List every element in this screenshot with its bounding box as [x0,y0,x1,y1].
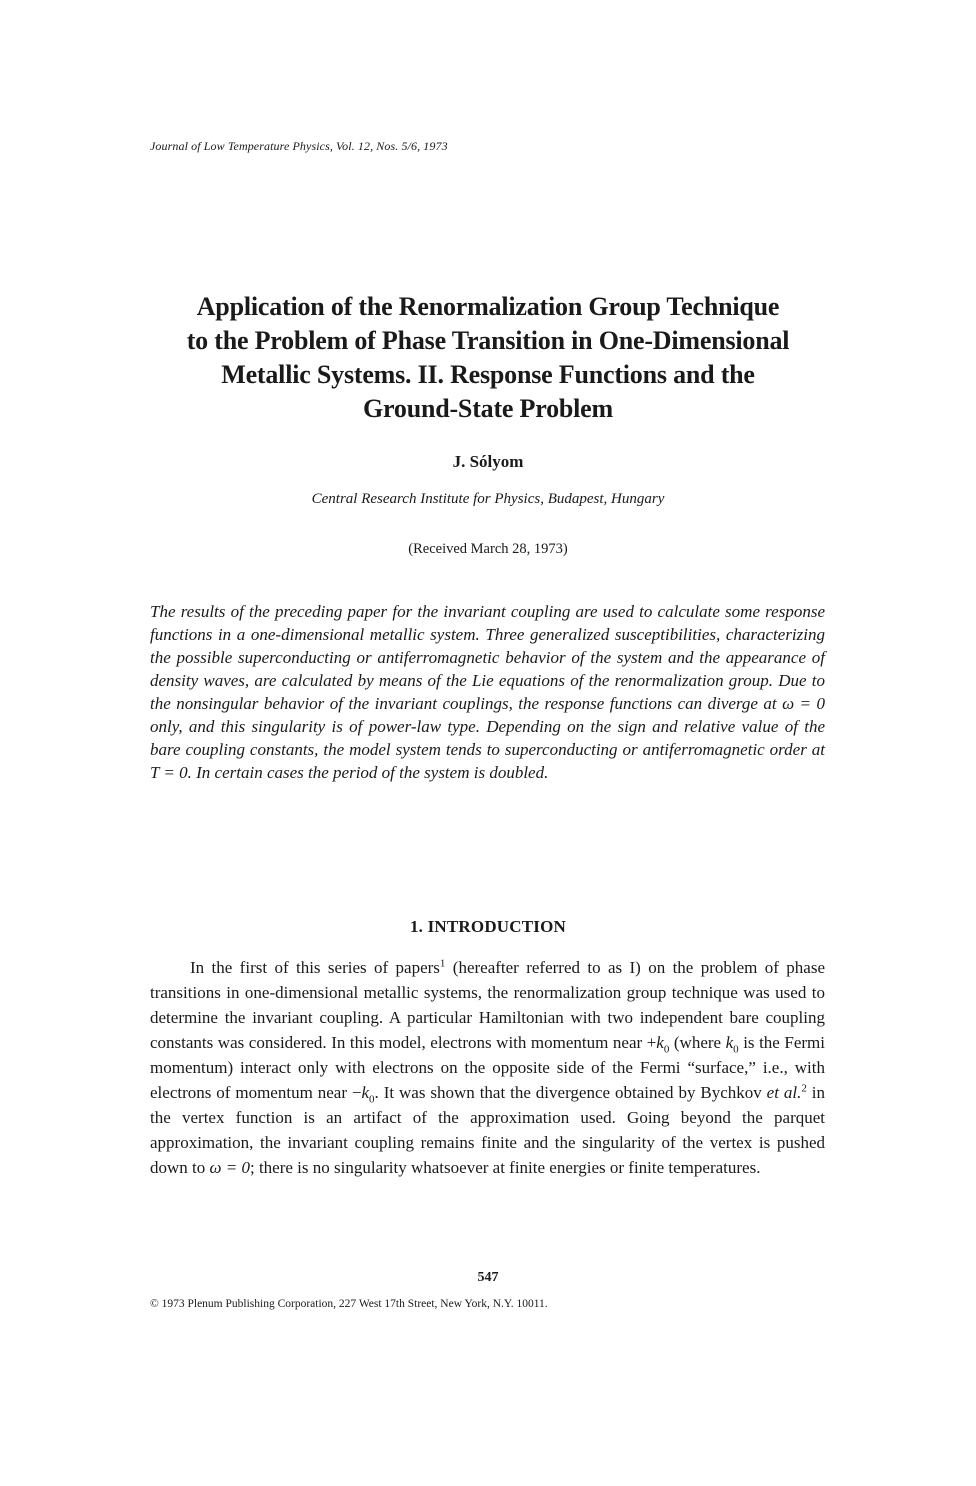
abstract-text: only, and this singularity is of power-law type. Depending on the sign and relative value of the bare coupling constants, the model system tends to superconducting or antiferromagnetic order at [150,717,825,759]
paper-title [120,290,856,426]
body-text: is the Fermi momentum) interact only with electrons on the opposite side of the Fermi “surface,” i.e., with electrons of momentum near [150,1033,825,1102]
title-line: Ground-State Problem [363,394,613,423]
abstract [150,600,825,784]
math-symbol: k [361,1083,370,1102]
introduction-paragraph [150,955,825,1180]
math-sign: − [351,1083,362,1102]
math-sign: + [646,1033,657,1052]
received-date: (Received March 28, 1973) [408,541,568,557]
citation-ref: 2 [801,1082,807,1095]
abstract-text: . In certain cases the period of the system is doubled. [187,763,549,782]
abstract-equation: T = 0 [150,763,188,782]
et-al: et al. [766,1083,802,1102]
title-line: Metallic Systems. II. Response Functions and the [221,360,755,389]
math-equation: ω = 0 [209,1158,250,1177]
title-line: Application of the Renormalization Group Technique [196,292,780,321]
author: J. Sólyom [452,452,524,471]
title-line: to the Problem of Phase Transition in One-Dimensional [186,326,790,355]
citation-ref: 1 [439,957,446,970]
math-symbol: k [656,1033,664,1052]
abstract-text: The results of the preceding paper for the invariant coupling are used to calculate some response functions in a one-dimensional metallic system. Three generalized susceptibilities, characterizing the possible superconducting or antiferromagnetic behavior of the system and the appearance of density waves, are calculated by means of the Lie equations of the renormalization group. Due to the nonsingular behavior of the invariant couplings, the response functions can diverge at [150,602,825,713]
affiliation: Central Research Institute for Physics, Budapest, Hungary [311,491,665,507]
abstract-equation: ω = 0 [782,694,825,713]
body-text: (where [669,1033,726,1052]
math-symbol: k [725,1033,734,1052]
section-heading: 1. INTRODUCTION [409,917,567,936]
body-text: ; there is no singularity whatsoever at finite energies or finite temperatures. [249,1158,761,1177]
body-text: In the first of this series of papers [190,958,440,977]
math-subscript: 0 [369,1093,375,1106]
math-subscript: 0 [663,1043,670,1056]
math-subscript: 0 [733,1043,739,1056]
body-text: (hereafter referred to as I) on the problem of phase transitions in one-dimensional metallic systems, the renormalization group technique was used to determine the invariant coupling. A particular Hamiltonian with two independent bare coupling constants was considered. In this model, electrons with momentum near [150,958,825,1052]
running-head: Journal of Low Temperature Physics, Vol. 12, Nos. 5/6, 1973 [150,139,448,153]
body-text: in the vertex function is an artifact of the approximation used. Going beyond the parquet approximation, the invariant coupling remains finite and the singularity of the vertex is pushed down to [150,1083,825,1177]
body-text: . It was shown that the divergence obtained by Bychkov [374,1083,767,1102]
page-number: 547 [477,1270,499,1285]
copyright-notice: © 1973 Plenum Publishing Corporation, 227 West 17th Street, New York, N.Y. 10011. [150,1298,548,1310]
